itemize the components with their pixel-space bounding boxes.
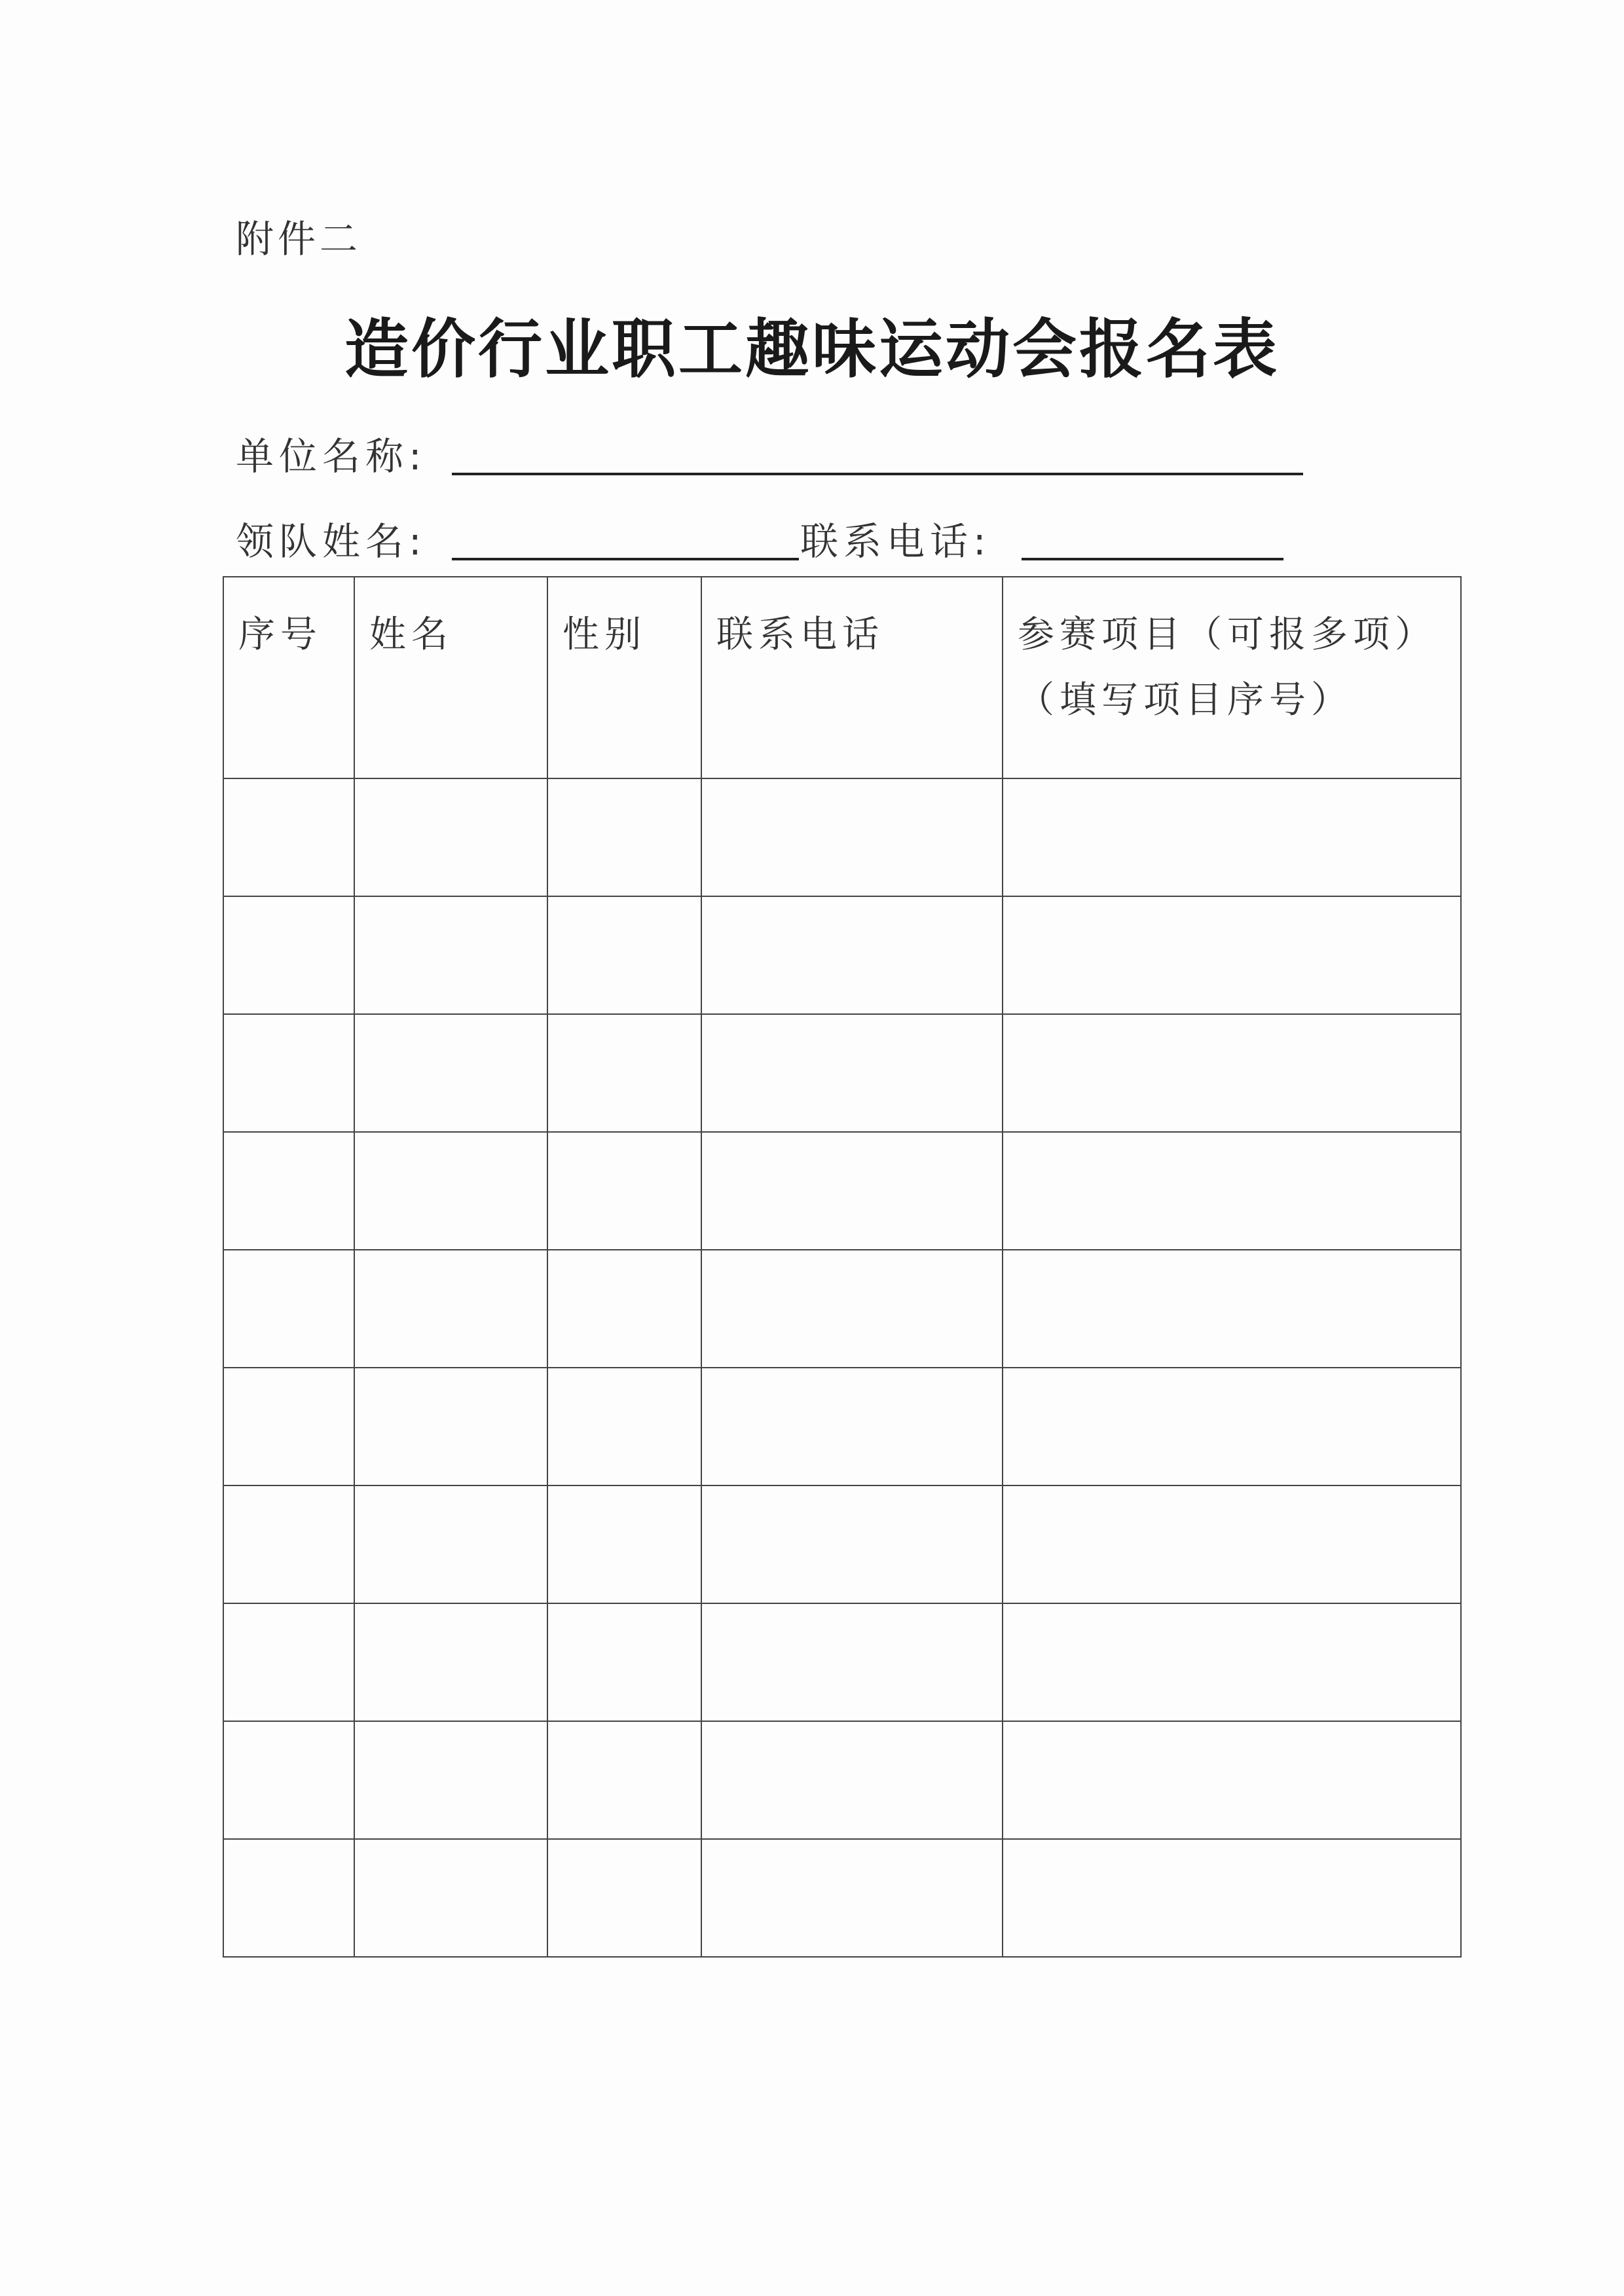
- cell-index[interactable]: [223, 1721, 354, 1839]
- cell-name[interactable]: [354, 1014, 547, 1132]
- column-header-index: 序号: [223, 577, 354, 778]
- cell-gender[interactable]: [547, 1368, 701, 1485]
- document-title: 造价行业职工趣味运动会报名表: [344, 312, 1280, 387]
- cell-name[interactable]: [354, 1721, 547, 1839]
- cell-name[interactable]: [354, 1132, 547, 1250]
- unit-name-blank[interactable]: [452, 473, 1303, 475]
- contact-phone-label: 联系电话:: [800, 519, 991, 564]
- table-header-row: [223, 577, 1461, 778]
- signup-table: [223, 576, 1462, 1958]
- cell-index[interactable]: [223, 1368, 354, 1485]
- cell-name[interactable]: [354, 1839, 547, 1957]
- table-row: [223, 1839, 1461, 1957]
- table-row: [223, 1014, 1461, 1132]
- column-header-events: [1003, 577, 1461, 778]
- cell-events[interactable]: [1003, 1603, 1461, 1721]
- cell-phone[interactable]: [701, 1485, 1003, 1603]
- cell-name[interactable]: [354, 1250, 547, 1368]
- cell-index[interactable]: [223, 1250, 354, 1368]
- table-row: [223, 896, 1461, 1014]
- table-row: [223, 1603, 1461, 1721]
- leader-name-blank[interactable]: [452, 558, 799, 560]
- table-row: [223, 1485, 1461, 1603]
- cell-phone[interactable]: [701, 1014, 1003, 1132]
- column-header-gender: 性别: [547, 577, 701, 778]
- cell-gender[interactable]: [547, 1485, 701, 1603]
- cell-events[interactable]: [1003, 1014, 1461, 1132]
- cell-events[interactable]: [1003, 1721, 1461, 1839]
- cell-name[interactable]: [354, 896, 547, 1014]
- cell-phone[interactable]: [701, 1603, 1003, 1721]
- cell-phone[interactable]: [701, 1368, 1003, 1485]
- column-header-name: 姓名: [354, 577, 547, 778]
- cell-events[interactable]: [1003, 778, 1461, 896]
- cell-phone[interactable]: [701, 1250, 1003, 1368]
- events-header-label: 参赛项目（可报多项）: [1018, 613, 1437, 656]
- table-row: [223, 1368, 1461, 1485]
- unit-name-label: 单位名称:: [236, 434, 427, 479]
- cell-name[interactable]: [354, 1368, 547, 1485]
- cell-gender[interactable]: [547, 1839, 701, 1957]
- signup-table-body: [223, 778, 1461, 1957]
- events-header-note: （填写项目序号）: [1018, 679, 1353, 721]
- cell-index[interactable]: [223, 1485, 354, 1603]
- cell-phone[interactable]: [701, 896, 1003, 1014]
- cell-gender[interactable]: [547, 1603, 701, 1721]
- cell-phone[interactable]: [701, 778, 1003, 896]
- table-row: [223, 1132, 1461, 1250]
- cell-events[interactable]: [1003, 1132, 1461, 1250]
- cell-name[interactable]: [354, 1485, 547, 1603]
- table-row: [223, 1721, 1461, 1839]
- cell-gender[interactable]: [547, 778, 701, 896]
- contact-phone-blank[interactable]: [1022, 558, 1283, 560]
- cell-events[interactable]: [1003, 1368, 1461, 1485]
- cell-gender[interactable]: [547, 1132, 701, 1250]
- cell-index[interactable]: [223, 778, 354, 896]
- cell-phone[interactable]: [701, 1721, 1003, 1839]
- cell-events[interactable]: [1003, 1250, 1461, 1368]
- cell-index[interactable]: [223, 1132, 354, 1250]
- cell-gender[interactable]: [547, 1721, 701, 1839]
- cell-gender[interactable]: [547, 896, 701, 1014]
- cell-index[interactable]: [223, 896, 354, 1014]
- attachment-label: 附件二: [236, 217, 362, 261]
- cell-index[interactable]: [223, 1014, 354, 1132]
- cell-events[interactable]: [1003, 896, 1461, 1014]
- cell-name[interactable]: [354, 778, 547, 896]
- cell-events[interactable]: [1003, 1485, 1461, 1603]
- cell-events[interactable]: [1003, 1839, 1461, 1957]
- table-row: [223, 778, 1461, 896]
- cell-index[interactable]: [223, 1603, 354, 1721]
- cell-index[interactable]: [223, 1839, 354, 1957]
- cell-phone[interactable]: [701, 1839, 1003, 1957]
- cell-name[interactable]: [354, 1603, 547, 1721]
- cell-gender[interactable]: [547, 1250, 701, 1368]
- column-header-phone: 联系电话: [701, 577, 1003, 778]
- leader-name-label: 领队姓名:: [236, 519, 427, 564]
- cell-phone[interactable]: [701, 1132, 1003, 1250]
- cell-gender[interactable]: [547, 1014, 701, 1132]
- table-row: [223, 1250, 1461, 1368]
